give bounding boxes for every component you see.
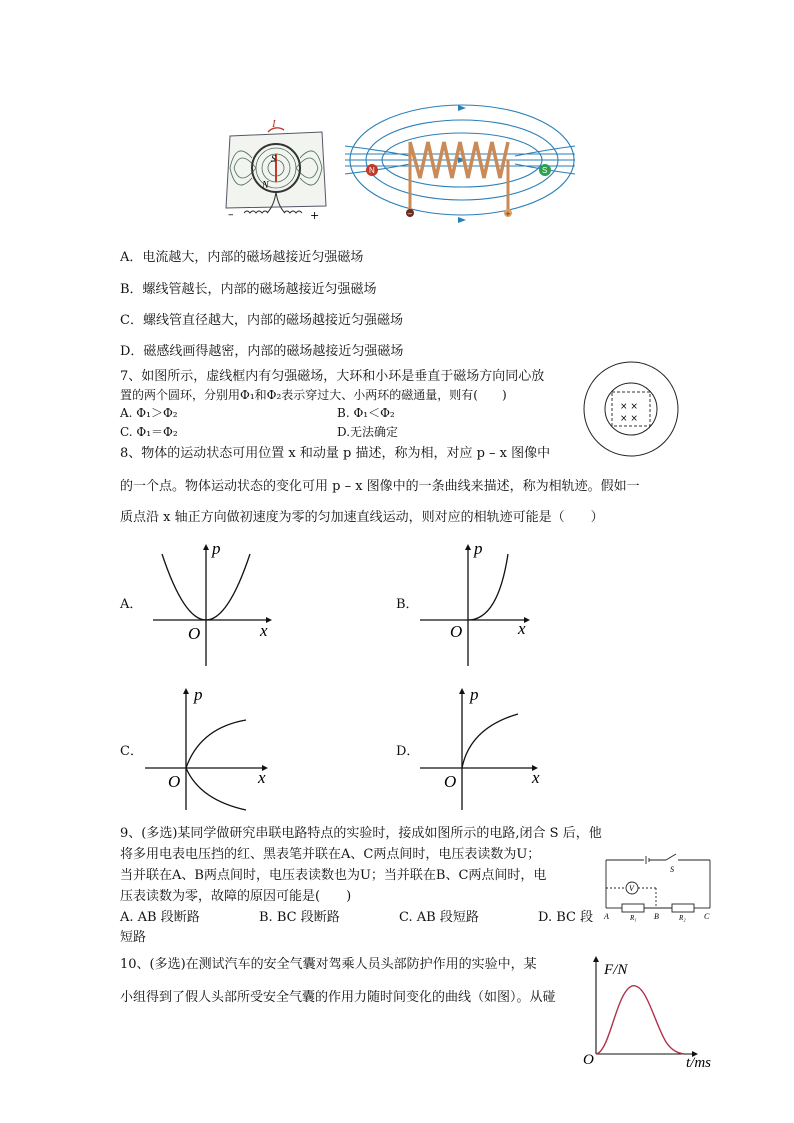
current-label: I [272, 118, 276, 130]
solenoid-s-label: S [542, 166, 548, 175]
q8-line1: 8、物体的运动状态可用位置 x 和动量 p 描述，称为相，对应 p – x 图像中 [120, 446, 551, 461]
q6-option-d: D．磁感线画得越密，内部的磁场越接近匀强磁场 [120, 344, 404, 359]
circuit-r2-label: R₂ [679, 914, 686, 922]
graph-a-origin: O [188, 624, 201, 643]
q9-option-d: D. BC 段 [538, 910, 594, 925]
q8-graph-b [418, 540, 548, 670]
circuit-meter-label: V [629, 884, 634, 893]
q7-rings-figure [582, 360, 680, 458]
q8-graph-a [148, 540, 278, 670]
q8-graph-b-label: B． [396, 597, 419, 612]
graph-a-axis-p: p [212, 539, 221, 558]
q7-option-d: D.无法确定 [337, 425, 399, 439]
field-marks-bottom: × × [620, 414, 638, 424]
q8-line2: 的一个点。物体运动状态的变化可用 p – x 图像中的一条曲线来描述，称为相轨迹。假如一 [120, 479, 640, 494]
q9-line1: 9、(多选)某同学做研究串联电路特点的实验时，接成如图所示的电路,闭合 S 后，他 [120, 826, 602, 841]
q9-option-a: A. AB 段断路 [120, 910, 200, 925]
q8-graph-c [140, 684, 280, 814]
graph-d-axis-x: x [532, 768, 540, 787]
q6-option-a: A．电流越大，内部的磁场越接近匀强磁场 [120, 250, 364, 265]
q10-axis-f: F/N [604, 962, 628, 978]
q10-line1: 10、(多选)在测试汽车的安全气囊对驾乘人员头部防护作用的实验中，某 [120, 957, 537, 972]
q7-option-c: C. Φ₁＝Φ₂ [120, 425, 178, 439]
terminal-plus: + [505, 210, 511, 218]
graph-c-origin: O [168, 772, 181, 791]
q10-force-graph [580, 952, 720, 1070]
circuit-b-label: B [654, 912, 659, 921]
q8-graph-c-label: C． [120, 744, 143, 759]
q9-option-d-cont: 短路 [120, 930, 147, 945]
graph-d-axis-p: p [470, 685, 479, 704]
q10-line2: 小组得到了假人头部所受安全气囊的作用力随时间变化的曲线（如图）。从碰 [120, 990, 556, 1005]
q7-line1: 7、如图所示，虚线框内有匀强磁场，大环和小环是垂直于磁场方向同心放 [120, 369, 545, 384]
loop-field-figure [222, 118, 332, 223]
q10-axis-t: t/ms [686, 1055, 712, 1071]
circuit-switch-label: S [670, 865, 674, 874]
q8-graph-a-label: A． [120, 597, 143, 612]
q8-line3: 质点沿 x 轴正方向做初速度为零的匀加速直线运动，则对应的相轨迹可能是（ ） [120, 510, 604, 525]
field-marks-top: × × [620, 402, 638, 412]
q8-graph-d [418, 684, 558, 814]
q9-option-c: C. AB 段短路 [399, 910, 479, 925]
graph-b-axis-x: x [518, 619, 526, 638]
q9-line3: 当并联在A、B两点间时，电压表读数也为U；当并联在B、C两点间时，电 [120, 868, 547, 883]
plus-label: + [310, 209, 320, 222]
q7-option-a: A. Φ₁＞Φ₂ [120, 406, 178, 420]
q7-option-b: B. Φ₁＜Φ₂ [337, 406, 395, 420]
q10-origin: O [583, 1052, 594, 1068]
pole-n-label: N [262, 180, 269, 191]
terminal-minus: − [407, 210, 413, 218]
circuit-c-label: C [704, 912, 710, 921]
minus-label: – [228, 208, 234, 221]
q9-option-b: B. BC 段断路 [259, 910, 340, 925]
graph-d-origin: O [444, 772, 457, 791]
graph-c-axis-x: x [258, 768, 266, 787]
graph-b-origin: O [450, 622, 463, 641]
solenoid-field-figure [340, 100, 580, 235]
q9-line2: 将多用电表电压挡的红、黑表笔并联在A、C两点间时，电压表读数为U； [120, 847, 541, 862]
circuit-a-label: A [604, 912, 609, 921]
q6-option-b: B．螺线管越长，内部的磁场越接近匀强磁场 [120, 282, 377, 297]
pole-s-label: S [271, 154, 276, 165]
graph-c-axis-p: p [194, 685, 203, 704]
q9-circuit-figure [600, 850, 716, 925]
circuit-r1-label: R₁ [630, 914, 637, 922]
q6-option-c: C．螺线管直径越大，内部的磁场越接近匀强磁场 [120, 313, 403, 328]
q7-line2: 置的两个圆环，分别用Φ₁和Φ₂表示穿过大、小两环的磁通量，则有( ) [120, 388, 507, 402]
q8-graph-d-label: D． [396, 744, 420, 759]
graph-a-axis-x: x [260, 621, 268, 640]
solenoid-n-label: N [369, 166, 375, 175]
graph-b-axis-p: p [474, 539, 483, 558]
q9-line4: 压表读数为零，故障的原因可能是( ) [120, 889, 352, 904]
